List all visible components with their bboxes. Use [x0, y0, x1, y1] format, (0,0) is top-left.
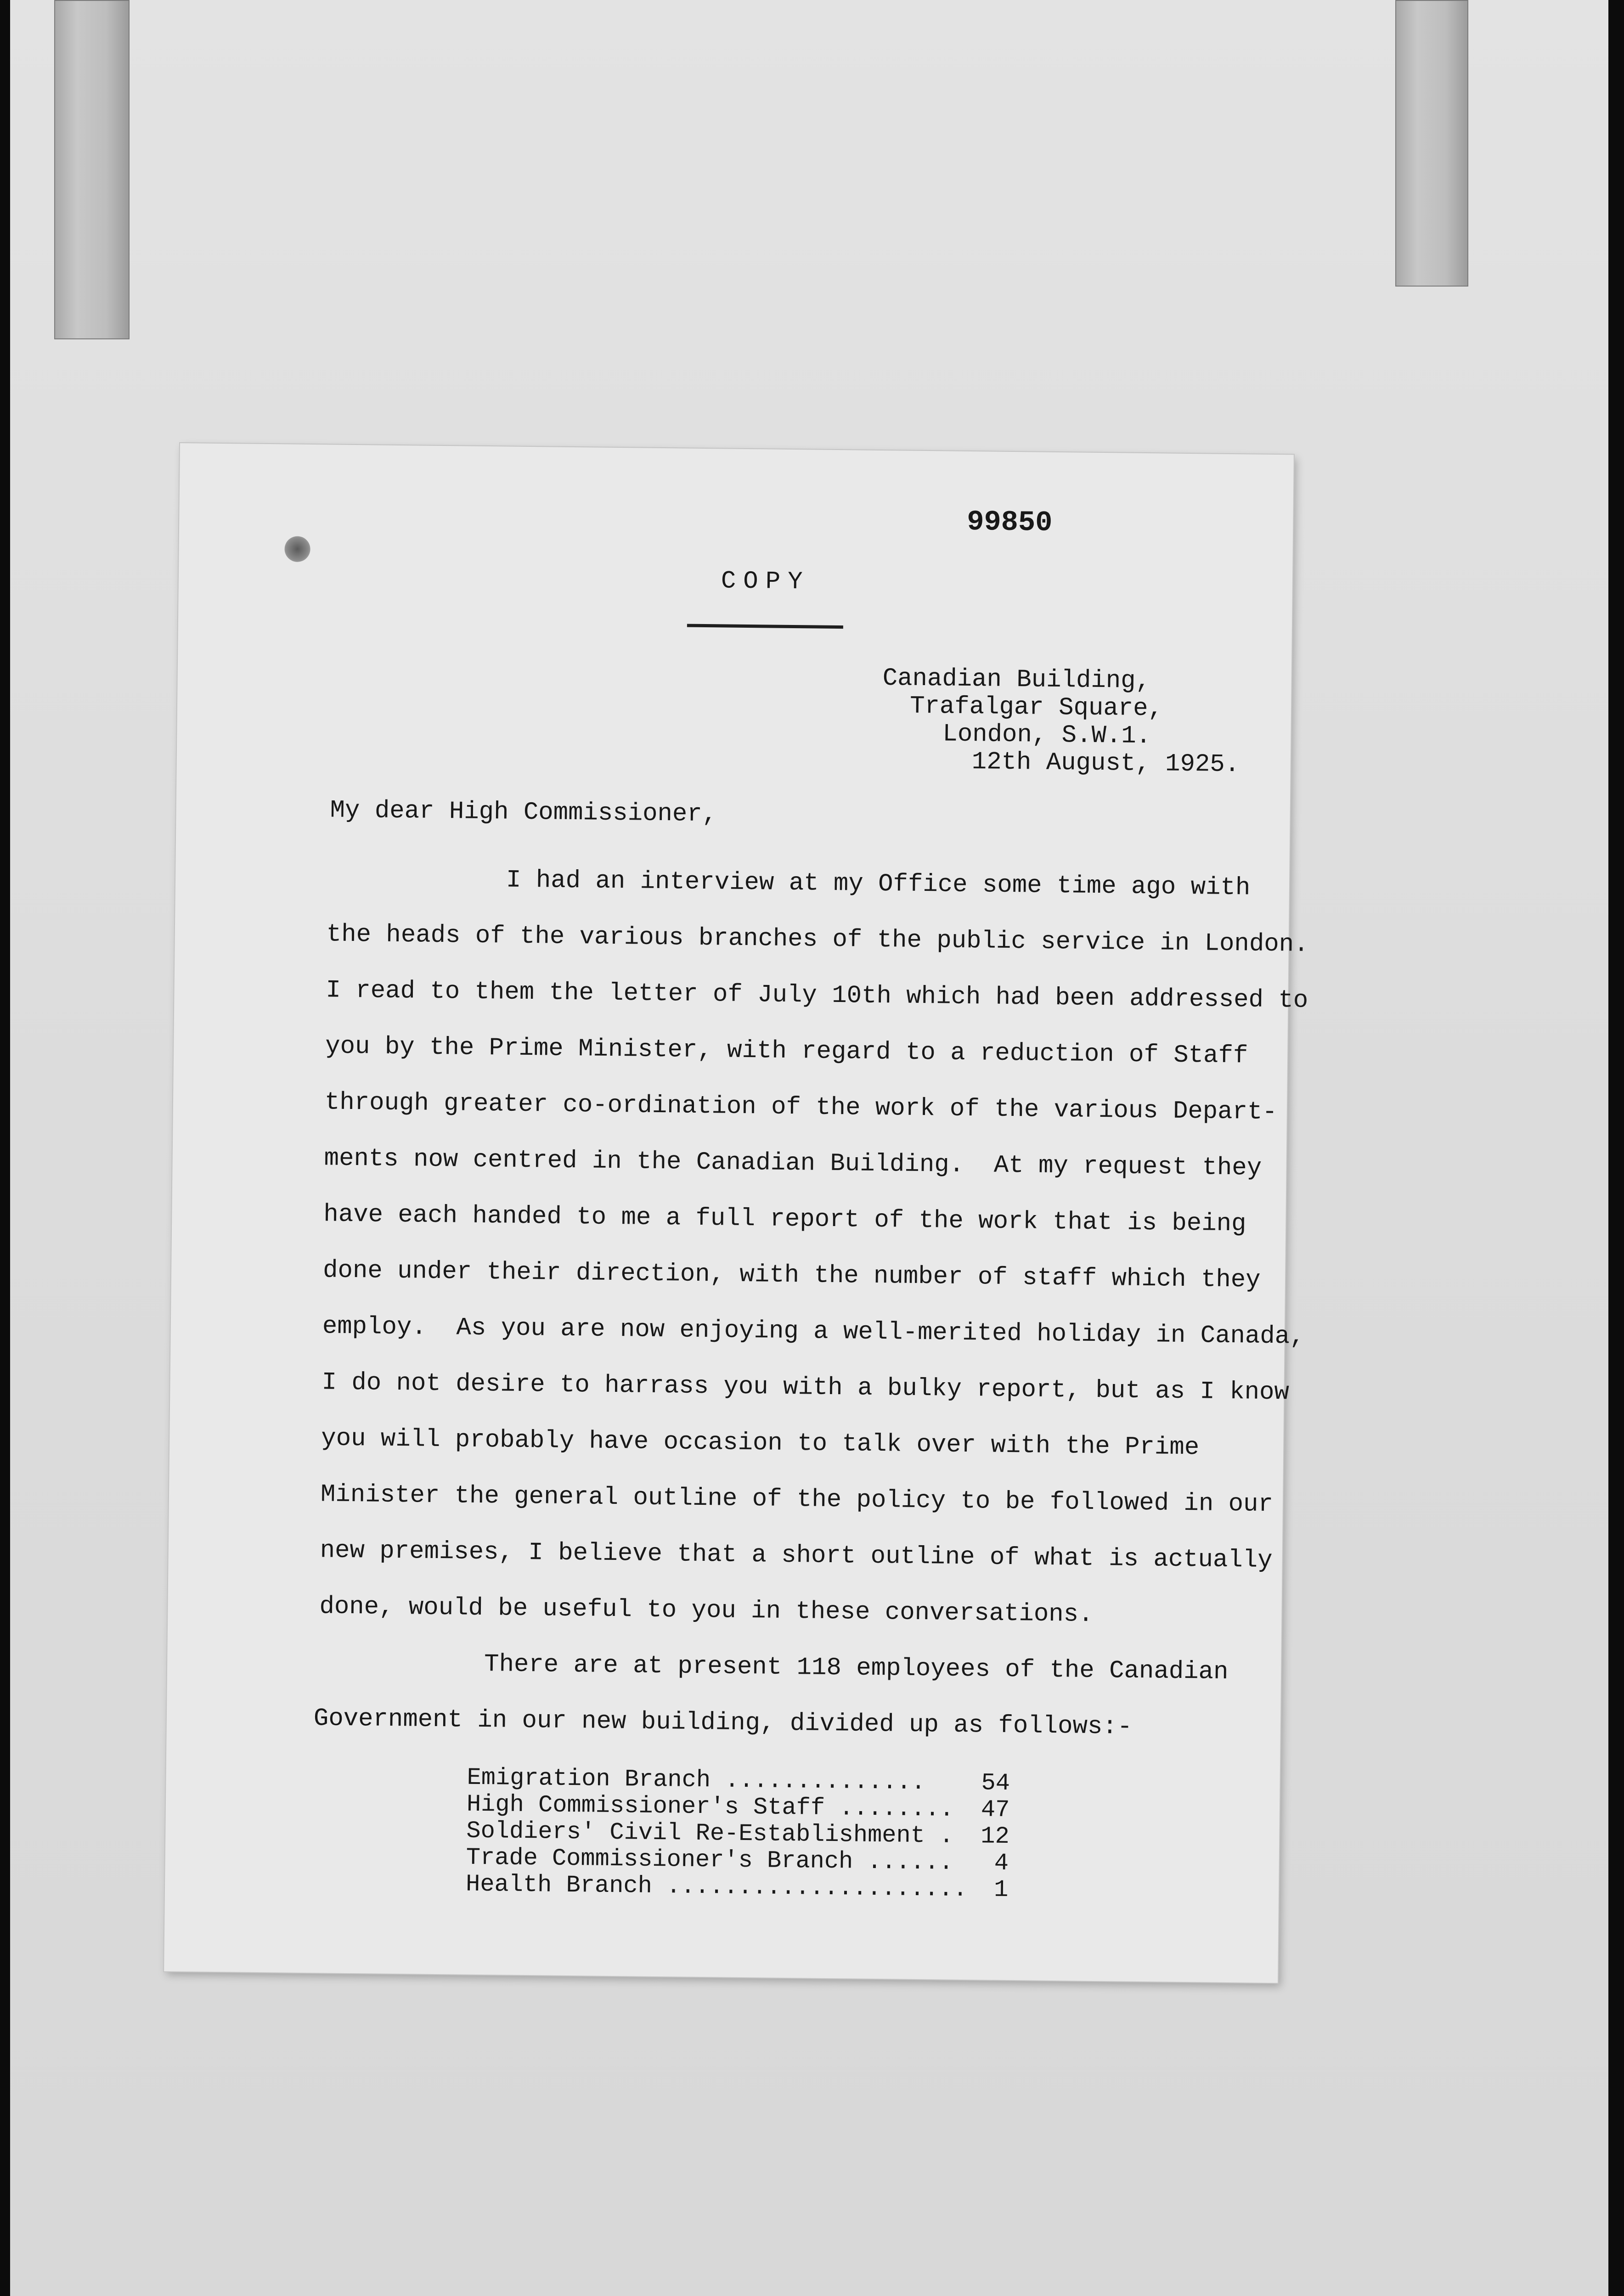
salutation: My dear High Commissioner,: [330, 796, 717, 829]
staff-branch: Trade Commissioner's Branch ......: [466, 1844, 954, 1876]
staff-count: 1: [993, 1876, 1009, 1904]
body-line: you will probably have occasion to talk over with the Prime: [321, 1424, 1200, 1462]
film-edge-left: [0, 0, 10, 2296]
staff-branch: Emigration Branch ..............: [467, 1764, 926, 1796]
body-line: have each handed to me a full report of the work that is being: [323, 1200, 1246, 1238]
staff-count: 54: [981, 1769, 1010, 1797]
body-line: I had an interview at my Office some time ago with: [506, 866, 1251, 902]
film-edge-right: [1608, 0, 1624, 2296]
body-line: employ. As you are now enjoying a well-merited holiday in Canada,: [322, 1312, 1305, 1351]
staff-count: 47: [981, 1796, 1010, 1824]
body-line: the heads of the various branches of the public service in London.: [326, 920, 1309, 959]
address-line: London, S.W.1.: [942, 720, 1151, 751]
body-line: Government in our new building, divided up as follows:-: [313, 1705, 1133, 1741]
address-line: Canadian Building,: [882, 664, 1151, 696]
staff-branch: Health Branch .....................: [465, 1870, 968, 1903]
document-number: 99850: [966, 505, 1053, 539]
staff-branch: Soldiers' Civil Re-Establishment .: [466, 1817, 954, 1850]
copy-heading: COPY: [721, 567, 810, 597]
date-line: 12th August, 1925.: [971, 748, 1240, 779]
body-line: Minister the general outline of the policy to be followed in our: [320, 1480, 1274, 1519]
body-line: ments now centred in the Canadian Building. At my request they: [324, 1144, 1262, 1182]
staff-branch: High Commissioner's Staff ........: [466, 1790, 954, 1823]
body-line: through greater co-ordination of the work of the various Depart-: [324, 1088, 1278, 1127]
tape-strip: [1395, 0, 1468, 287]
body-line: done under their direction, with the number of staff which they: [322, 1256, 1261, 1294]
body-line: done, would be useful to you in these conversations.: [319, 1593, 1094, 1629]
body-line: new premises, I believe that a short outline of what is actually: [320, 1536, 1273, 1575]
address-line: Trafalgar Square,: [909, 692, 1163, 723]
body-line: There are at present 118 employees of the Canadian: [484, 1650, 1229, 1687]
staff-count: 4: [994, 1849, 1009, 1877]
tape-strip: [54, 0, 130, 339]
staff-count: 12: [981, 1823, 1010, 1851]
heading-underline: [687, 624, 843, 629]
body-line: I read to them the letter of July 10th which had been addressed to: [326, 976, 1308, 1015]
letter-sheet: [164, 443, 1309, 1983]
punch-hole: [284, 536, 310, 562]
body-line: you by the Prime Minister, with regard to a reduction of Staff: [325, 1032, 1248, 1070]
body-line: I do not desire to harrass you with a bulky report, but as I know: [321, 1368, 1290, 1407]
